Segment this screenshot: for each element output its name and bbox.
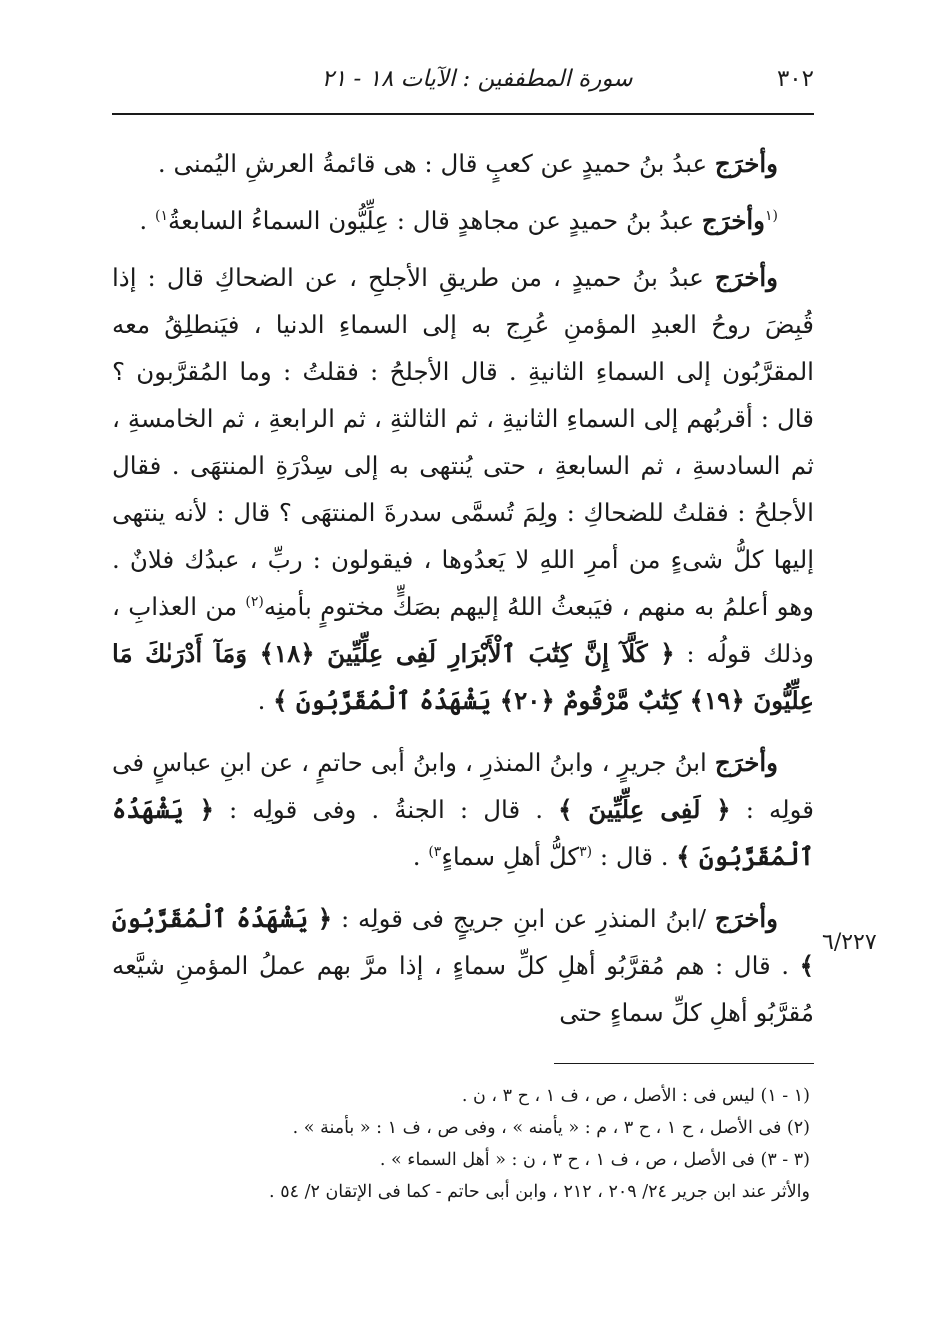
footnotes [112,1080,810,1208]
paragraph-end: . [139,206,155,235]
paragraph-text-cont-2: . قال : [592,842,677,871]
quran-quote: ﴿ كَلَّآ إِنَّ كِتَٰبَ ٱلْأَبْرَارِ لَفِى عِلِّيِّينَ ﴿١٨﴾ وَمَآ أَدْرَىٰكَ مَا عِلِّيُّونَ ﴿١٩﴾ كِتَٰبٌ مَّرْقُومٌ ﴿٢٠﴾ يَشْهَدُهُ ٱلْمُقَرَّبُونَ ﴾ [112,639,814,715]
quran-quote-2: ﴿ يَشْهَدُهُ ٱلْمُقَرَّبُونَ ﴾ [112,795,814,871]
paragraph-4 [112,739,814,880]
paragraph-text-cont-3: كلُّ أهلِ سماءٍ [441,842,580,871]
paragraph-text-cont: . قال : هم مُقرَّبُو أهلِ كلِّ سماءٍ ، إذا مرَّ بهم عملُ المؤمنِ شيَّعه مُقرَّبُو أهلِ كلِّ سماءٍ حتى [112,951,814,1027]
footnote-marker: (١ [765,207,778,224]
lead-word: وأخرَج [714,748,778,777]
page-header [110,62,814,100]
paragraph-end: . [257,686,274,715]
footnote-marker: (٢) [245,593,264,610]
footnote-1: (١ - ١) ليس فى : الأصل ، ص ، ف ١ ، ح ٣ ، ن . [461,1086,810,1106]
main-text [112,140,814,1051]
footnote-source: والأثر عند ابن جرير ٢٤/ ٢٠٩ ، ٢١٢ ، وابن أبى حاتم - كما فى الإتقان ٢/ ٥٤ . [269,1182,810,1202]
page-number: ٣٠٢ [776,66,814,92]
marginal-reference: ٦/٢٢٧ [822,930,877,955]
lead-word: وأخرَج [714,904,778,933]
paragraph-text: عبدُ بنُ حميدٍ عن مجاهدٍ قال : عِلِّيُّون السماءُ السابعةُ [167,206,702,235]
footnote-marker-end: ٣) [428,843,442,860]
lead-word: وأخرَج [714,149,778,178]
paragraph-text: ابنُ جريرٍ ، وابنُ المنذرِ ، وابنُ أبى حاتمٍ ، عن ابنِ عباسٍ فى قولِه : [112,748,814,824]
footnote-2: (٢) فى الأصل ، ح ١ ، ح ٣ ، م : « يأمنه » ، وفى ص ، ف ١ : « بأمنة » . [292,1118,810,1138]
paragraph-3 [112,254,814,724]
paragraph-text: عبدُ بنُ حميدٍ عن كعبٍ قال : هى قائمةُ العرشِ اليُمنى . [157,149,715,178]
paragraph-end: . [412,842,429,871]
lead-word: وأخرَج [701,206,765,235]
quran-quote: ﴿ لَفِى عِلِّيِّينَ ﴾ [558,795,731,824]
footnote-rule [554,1063,814,1064]
paragraph-text: عبدُ بنُ حميدٍ ، من طريقِ الأجلحِ ، عن الضحاكِ قال : إذا قُبِضَ روحُ العبدِ المؤمنِ عُرِج به إلى السماءِ الدنيا ، فيَنطلِقُ معه المقرَّبُون إلى السماءِ الثانيةِ . قال الأجلحُ : فقلتُ : وما المُقرَّبون ؟ قال : أقربُهم إلى السماءِ الثانيةِ ، ثم الثالثةِ ، ثم الرابعةِ ، ثم الخامسةِ ، ثم السادسةِ ، ثم السابعةِ ، حتى يُنتهى به إلى سِدْرَةِ المنتهَى . فقال الأجلحُ : فقلتُ للضحاكِ : ولِمَ تُسمَّى سدرةَ المنتهَى ؟ قال : لأنه ينتهى إليها كلُّ شىءٍ من أمرِ اللهِ لا يَعدُوها ، فيقولون : ربِّ ، عبدُك فلانٌ . وهو أعلمُ به منهم ، فيَبعثُ اللهُ إليهم بصَكٍّ مختومٍ بأمنِه [112,263,814,621]
quran-quote: ﴿ يَشْهَدُهُ ٱلْمُقَرَّبُونَ ﴾ [112,904,814,980]
lead-word: وأخرَج [714,263,778,292]
paragraph-text: /ابنُ المنذرِ عن ابنِ جريجٍ فى قولِه : [332,904,715,933]
footnote-3: (٣ - ٣) فى الأصل ، ص ، ف ١ ، ح ٣ ، ن : « أهل السماء » . [379,1150,810,1170]
paragraph-5 [112,895,814,1036]
paragraph-1 [112,140,814,187]
footnote-marker: (٣ [579,843,593,860]
footnote-marker: ١) [154,207,168,224]
header-rule [112,113,814,115]
paragraph-2 [112,197,814,244]
paragraph-text-cont: . قال : الجنةُ . وفى قولِه : [213,795,559,824]
paragraph-text-cont: من العذابِ ، وذلك قولُه : [112,592,814,668]
running-title: سورة المطففين : الآيات ١٨ - ٢١ [321,66,633,92]
